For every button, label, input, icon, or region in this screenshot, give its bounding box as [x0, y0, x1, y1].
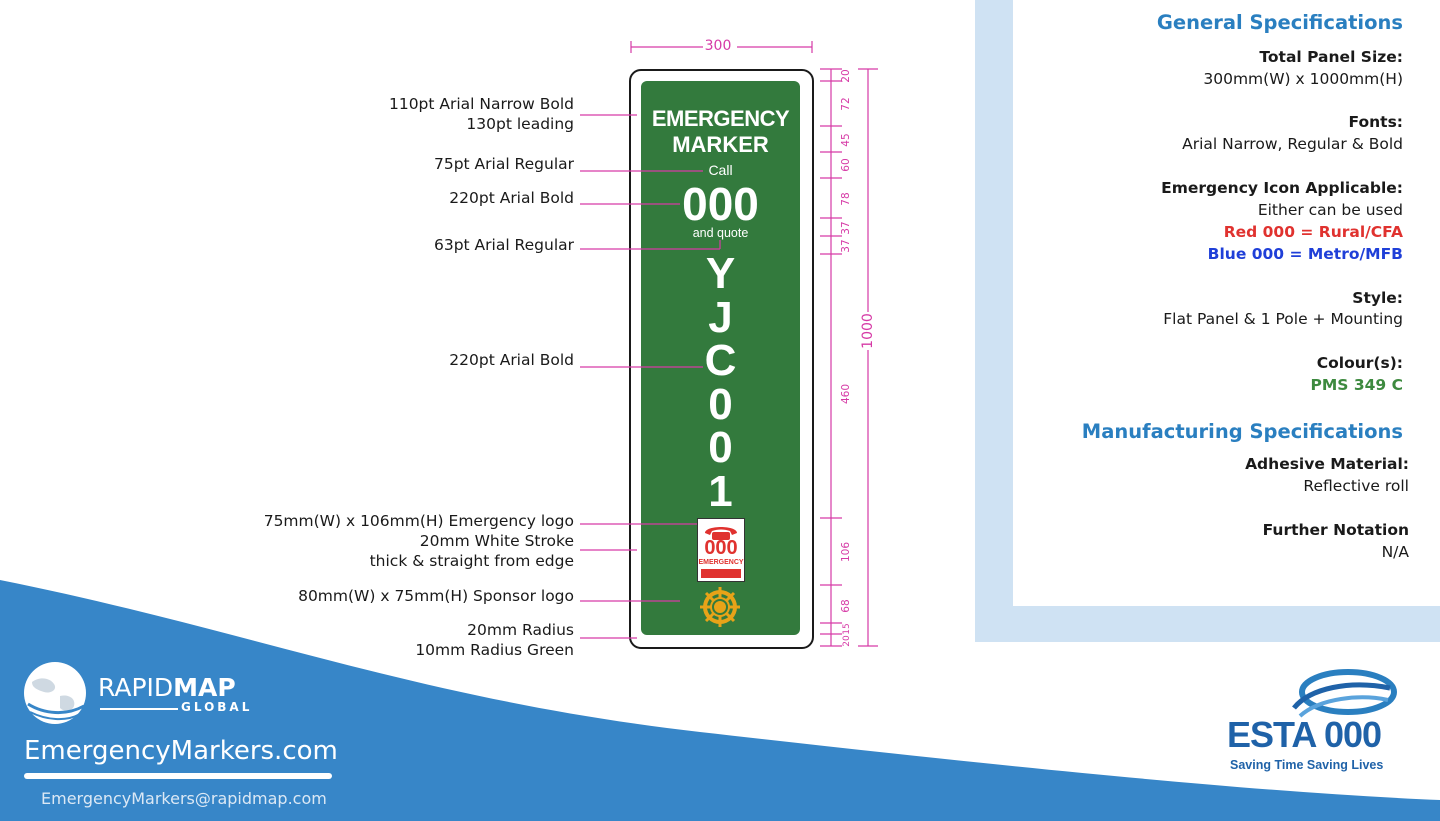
adhesive-value: Reflective roll — [1303, 477, 1409, 495]
segment-dim-label: 20 — [842, 635, 852, 647]
code-char: J — [708, 292, 733, 342]
rapidmap-logo-text — [98, 673, 236, 702]
esta-swoosh-icon — [1280, 668, 1400, 720]
code-char: C — [704, 336, 737, 385]
segment-dim-label: 37 — [840, 221, 852, 235]
sign-number: 000 — [682, 178, 759, 230]
esta-logo-text: ESTA 000 — [1227, 714, 1382, 755]
annotation-logo-line3: thick & straight from edge — [369, 552, 574, 570]
segment-dim-label: 37 — [840, 239, 852, 253]
fonts-value: Arial Narrow, Regular & Bold — [1182, 135, 1403, 153]
panel-size-value: 300mm(W) x 1000mm(H) — [1203, 70, 1403, 88]
sign-and-quote: and quote — [692, 226, 749, 240]
website-underline — [24, 773, 332, 779]
esta-tagline: Saving Time Saving Lives — [1230, 758, 1384, 772]
sign-title-line2: MARKER — [672, 132, 769, 157]
emergency-logo-word: EMERGENCY — [698, 559, 744, 566]
sign-title-line1: EMERGENCY — [651, 106, 790, 131]
annotation-radius-line2: 10mm Radius Green — [415, 641, 574, 659]
icon-red-option: Red 000 = Rural/CFA — [1223, 223, 1403, 241]
icon-label: Emergency Icon Applicable: — [1161, 179, 1403, 197]
adhesive-label: Adhesive Material: — [1245, 455, 1409, 473]
segment-dim-label: 106 — [840, 541, 852, 563]
segment-dim-label: 20 — [840, 69, 852, 83]
brand-underline — [100, 708, 178, 710]
rapidmap-logo-subtext: GLOBAL — [181, 700, 253, 714]
segment-dim-label: 460 — [840, 383, 852, 405]
width-dimension-label: 300 — [704, 38, 732, 54]
height-dimension-label: 1000 — [860, 313, 876, 349]
code-char: 0 — [708, 379, 733, 429]
colour-label: Colour(s): — [1316, 354, 1403, 372]
code-char: Y — [705, 249, 736, 298]
style-value: Flat Panel & 1 Pole + Mounting — [1163, 310, 1403, 328]
segment-dim-label: 45 — [840, 133, 852, 147]
fonts-label: Fonts: — [1348, 113, 1403, 131]
website-link[interactable]: EmergencyMarkers.com — [24, 736, 338, 766]
annotation-code-font: 220pt Arial Bold — [449, 351, 574, 369]
segment-dim-label: 72 — [840, 97, 852, 111]
general-spec-heading: General Specifications — [1156, 11, 1403, 34]
globe-icon — [20, 660, 90, 726]
panel-size-label: Total Panel Size: — [1259, 48, 1403, 66]
annotation-sponsor-logo: 80mm(W) x 75mm(H) Sponsor logo — [298, 587, 574, 605]
annotation-call-font: 75pt Arial Regular — [433, 155, 574, 173]
sign-call-text: Call — [708, 162, 733, 178]
annotation-logo-line1: 75mm(W) x 106mm(H) Emergency logo — [263, 512, 574, 530]
brand-light: RAPID — [98, 673, 174, 702]
contact-email[interactable]: EmergencyMarkers@rapidmap.com — [41, 789, 327, 808]
notation-label: Further Notation — [1262, 521, 1409, 539]
icon-blue-option: Blue 000 = Metro/MFB — [1207, 245, 1403, 263]
code-char: 1 — [708, 466, 733, 516]
code-char: 0 — [708, 423, 733, 472]
segment-dim-label: 78 — [840, 192, 852, 206]
annotation-logo-line2: 20mm White Stroke — [419, 532, 574, 550]
annotation-radius-line1: 20mm Radius — [467, 621, 574, 639]
brand-bold: MAP — [173, 673, 236, 702]
annotation-title-font-line1: 110pt Arial Narrow Bold — [388, 95, 574, 113]
icon-value: Either can be used — [1257, 201, 1403, 219]
segment-dim-label: 68 — [840, 599, 852, 613]
annotation-number-font: 220pt Arial Bold — [449, 189, 574, 207]
annotation-quote-font: 63pt Arial Regular — [433, 236, 574, 254]
notation-value: N/A — [1381, 543, 1409, 561]
segment-dim-label: 60 — [840, 158, 852, 172]
emergency-logo-number: 000 — [704, 537, 738, 559]
style-label: Style: — [1352, 289, 1403, 307]
segment-dim-label: 15 — [842, 623, 852, 635]
colour-value: PMS 349 C — [1310, 376, 1403, 394]
manufacturing-spec-heading: Manufacturing Specifications — [1081, 420, 1403, 443]
annotation-title-font-line2: 130pt leading — [466, 115, 574, 133]
